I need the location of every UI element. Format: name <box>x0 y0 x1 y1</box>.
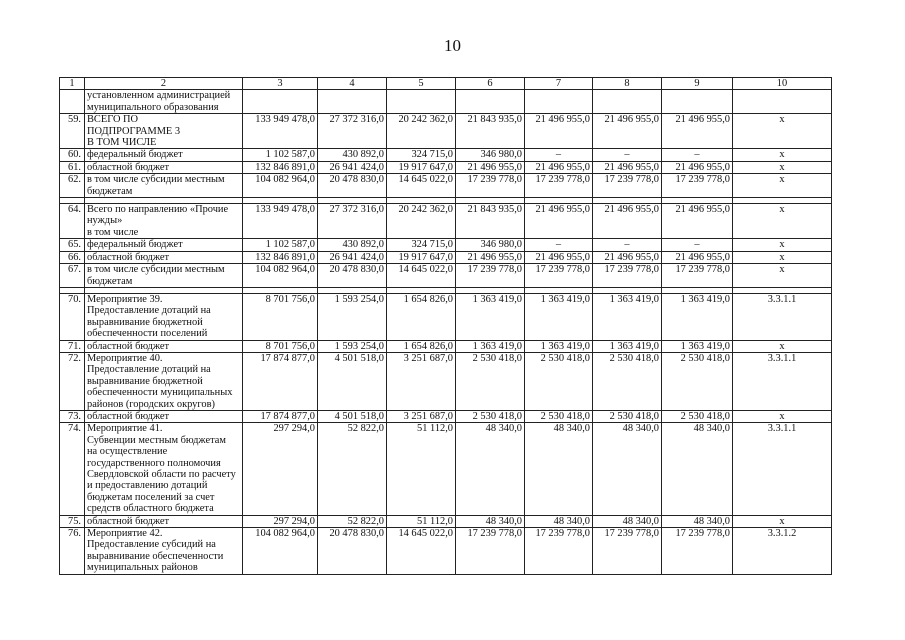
value-cell: 48 340,0 <box>456 423 525 515</box>
table-row <box>60 515 832 527</box>
header-cell: 8 <box>593 78 662 90</box>
row-code: х <box>733 239 832 251</box>
row-code: х <box>733 204 832 239</box>
page-number: 10 <box>444 36 461 55</box>
value-cell: 1 654 826,0 <box>387 340 456 352</box>
table-row <box>60 293 832 340</box>
value-cell: 430 892,0 <box>318 239 387 251</box>
value-cell: 3 251 687,0 <box>387 410 456 422</box>
row-name: федеральный бюджет <box>85 239 243 251</box>
value-cell: – <box>593 239 662 251</box>
value-cell: 2 530 418,0 <box>456 410 525 422</box>
row-name: ВСЕГО ПО ПОДПРОГРАММЕ 3 В ТОМ ЧИСЛЕ <box>85 114 243 149</box>
header-cell: 1 <box>60 78 85 90</box>
row-name: областной бюджет <box>85 410 243 422</box>
row-name: областной бюджет <box>85 251 243 263</box>
value-cell: 324 715,0 <box>387 149 456 161</box>
value-cell: 21 496 955,0 <box>662 114 733 149</box>
value-cell: 17 239 778,0 <box>525 264 593 288</box>
row-name: Мероприятие 39. Предоставление дотаций на выравнивание бюджетной обеспеченности поселений <box>85 293 243 340</box>
value-cell: 1 593 254,0 <box>318 293 387 340</box>
value-cell: – <box>593 149 662 161</box>
value-cell: 26 941 424,0 <box>318 161 387 173</box>
value-cell: 17 239 778,0 <box>662 528 733 575</box>
value-cell: 17 239 778,0 <box>593 264 662 288</box>
value-cell: 27 372 316,0 <box>318 204 387 239</box>
value-cell: 297 294,0 <box>243 423 318 515</box>
value-cell: 20 242 362,0 <box>387 114 456 149</box>
row-code: х <box>733 340 832 352</box>
value-cell: 2 530 418,0 <box>525 410 593 422</box>
value-cell: 17 239 778,0 <box>456 174 525 198</box>
table-row <box>60 114 832 149</box>
value-cell: 1 654 826,0 <box>387 293 456 340</box>
table-row <box>60 264 832 288</box>
value-cell: 1 363 419,0 <box>662 340 733 352</box>
table-row <box>60 204 832 239</box>
row-code: 3.3.1.2 <box>733 528 832 575</box>
value-cell <box>387 90 456 114</box>
value-cell: 17 239 778,0 <box>456 264 525 288</box>
value-cell: 21 843 935,0 <box>456 204 525 239</box>
table-row <box>60 352 832 410</box>
value-cell: 21 496 955,0 <box>456 251 525 263</box>
table-row <box>60 251 832 263</box>
value-cell: 297 294,0 <box>243 515 318 527</box>
value-cell: 21 496 955,0 <box>662 161 733 173</box>
value-cell: 21 496 955,0 <box>525 114 593 149</box>
row-code: х <box>733 149 832 161</box>
value-cell: – <box>662 239 733 251</box>
row-name: областной бюджет <box>85 340 243 352</box>
value-cell: 14 645 022,0 <box>387 528 456 575</box>
row-name: областной бюджет <box>85 161 243 173</box>
value-cell: 26 941 424,0 <box>318 251 387 263</box>
value-cell: 27 372 316,0 <box>318 114 387 149</box>
value-cell: 14 645 022,0 <box>387 174 456 198</box>
value-cell: 48 340,0 <box>593 515 662 527</box>
table-row <box>60 161 832 173</box>
header-cell: 5 <box>387 78 456 90</box>
header-cell: 4 <box>318 78 387 90</box>
value-cell: 8 701 756,0 <box>243 340 318 352</box>
header-cell: 7 <box>525 78 593 90</box>
table-row <box>60 149 832 161</box>
value-cell: 52 822,0 <box>318 423 387 515</box>
value-cell <box>662 90 733 114</box>
header-cell: 6 <box>456 78 525 90</box>
value-cell: 1 363 419,0 <box>662 293 733 340</box>
value-cell: 14 645 022,0 <box>387 264 456 288</box>
row-number: 71. <box>60 340 85 352</box>
value-cell: 21 496 955,0 <box>662 251 733 263</box>
table-row <box>60 239 832 251</box>
value-cell: 1 593 254,0 <box>318 340 387 352</box>
value-cell: 20 478 830,0 <box>318 528 387 575</box>
row-code: х <box>733 251 832 263</box>
row-name: Мероприятие 40. Предоставление дотаций на выравнивание бюджетной обеспеченности муниципальных районов (городских округов) <box>85 352 243 410</box>
value-cell: 17 874 877,0 <box>243 352 318 410</box>
value-cell <box>456 90 525 114</box>
row-name: Мероприятие 41. Субвенции местным бюджетам на осуществление государственного полномочия Свердловской области по расчету и предоставлению дотаций бюджетам поселений за счет средств областного бюджета <box>85 423 243 515</box>
value-cell: 48 340,0 <box>525 423 593 515</box>
value-cell: 17 239 778,0 <box>662 264 733 288</box>
value-cell: 19 917 647,0 <box>387 251 456 263</box>
row-name: установленном администрацией муниципального образования <box>85 90 243 114</box>
value-cell: 19 917 647,0 <box>387 161 456 173</box>
value-cell: 346 980,0 <box>456 149 525 161</box>
row-number: 70. <box>60 293 85 340</box>
value-cell: 51 112,0 <box>387 515 456 527</box>
row-name: федеральный бюджет <box>85 149 243 161</box>
value-cell: – <box>662 149 733 161</box>
value-cell <box>243 90 318 114</box>
row-number: 62. <box>60 174 85 198</box>
value-cell: 48 340,0 <box>662 423 733 515</box>
value-cell: – <box>525 239 593 251</box>
value-cell: 21 496 955,0 <box>525 204 593 239</box>
value-cell: 21 843 935,0 <box>456 114 525 149</box>
value-cell <box>318 90 387 114</box>
value-cell: 2 530 418,0 <box>525 352 593 410</box>
value-cell: 1 363 419,0 <box>525 293 593 340</box>
row-number: 67. <box>60 264 85 288</box>
value-cell: 2 530 418,0 <box>456 352 525 410</box>
row-code: х <box>733 515 832 527</box>
value-cell: 1 363 419,0 <box>456 340 525 352</box>
value-cell: 17 239 778,0 <box>525 528 593 575</box>
table-row <box>60 340 832 352</box>
row-number: 73. <box>60 410 85 422</box>
table-row <box>60 528 832 575</box>
row-number: 66. <box>60 251 85 263</box>
row-code: х <box>733 410 832 422</box>
value-cell: 21 496 955,0 <box>593 204 662 239</box>
value-cell: 21 496 955,0 <box>456 161 525 173</box>
value-cell: 104 082 964,0 <box>243 174 318 198</box>
row-number <box>60 90 85 114</box>
row-name: областной бюджет <box>85 515 243 527</box>
value-cell: 1 363 419,0 <box>525 340 593 352</box>
row-number: 65. <box>60 239 85 251</box>
value-cell: 2 530 418,0 <box>593 410 662 422</box>
row-code: х <box>733 114 832 149</box>
value-cell: 324 715,0 <box>387 239 456 251</box>
row-number: 64. <box>60 204 85 239</box>
value-cell: 20 242 362,0 <box>387 204 456 239</box>
value-cell: 52 822,0 <box>318 515 387 527</box>
value-cell: 20 478 830,0 <box>318 264 387 288</box>
row-code <box>733 90 832 114</box>
row-code: 3.3.1.1 <box>733 293 832 340</box>
table-row <box>60 410 832 422</box>
value-cell: 2 530 418,0 <box>662 352 733 410</box>
value-cell: – <box>525 149 593 161</box>
value-cell: 17 239 778,0 <box>662 174 733 198</box>
value-cell: 21 496 955,0 <box>593 161 662 173</box>
row-code: х <box>733 161 832 173</box>
value-cell: 17 239 778,0 <box>456 528 525 575</box>
value-cell: 17 874 877,0 <box>243 410 318 422</box>
value-cell: 20 478 830,0 <box>318 174 387 198</box>
header-cell: 3 <box>243 78 318 90</box>
value-cell: 346 980,0 <box>456 239 525 251</box>
value-cell: 1 102 587,0 <box>243 239 318 251</box>
row-code: х <box>733 264 832 288</box>
row-name: Всего по направлению «Прочие нужды» в том числе <box>85 204 243 239</box>
value-cell: 48 340,0 <box>456 515 525 527</box>
value-cell: 8 701 756,0 <box>243 293 318 340</box>
value-cell: 132 846 891,0 <box>243 251 318 263</box>
value-cell: 3 251 687,0 <box>387 352 456 410</box>
value-cell: 17 239 778,0 <box>525 174 593 198</box>
value-cell: 104 082 964,0 <box>243 264 318 288</box>
row-number: 72. <box>60 352 85 410</box>
row-code: х <box>733 174 832 198</box>
table-body <box>60 78 832 575</box>
row-name: в том числе субсидии местным бюджетам <box>85 264 243 288</box>
value-cell: 1 363 419,0 <box>456 293 525 340</box>
value-cell: 21 496 955,0 <box>662 204 733 239</box>
value-cell: 2 530 418,0 <box>593 352 662 410</box>
table-row <box>60 90 832 114</box>
header-cell: 2 <box>85 78 243 90</box>
value-cell: 21 496 955,0 <box>525 161 593 173</box>
row-code: 3.3.1.1 <box>733 423 832 515</box>
value-cell: 4 501 518,0 <box>318 352 387 410</box>
row-number: 75. <box>60 515 85 527</box>
value-cell: 132 846 891,0 <box>243 161 318 173</box>
value-cell: 2 530 418,0 <box>662 410 733 422</box>
table-row <box>60 174 832 198</box>
row-name: в том числе субсидии местным бюджетам <box>85 174 243 198</box>
value-cell: 48 340,0 <box>525 515 593 527</box>
header-cell: 10 <box>733 78 832 90</box>
row-number: 59. <box>60 114 85 149</box>
budget-table <box>59 77 832 575</box>
row-number: 76. <box>60 528 85 575</box>
value-cell: 17 239 778,0 <box>593 174 662 198</box>
value-cell: 48 340,0 <box>662 515 733 527</box>
value-cell: 104 082 964,0 <box>243 528 318 575</box>
value-cell: 1 363 419,0 <box>593 340 662 352</box>
value-cell: 51 112,0 <box>387 423 456 515</box>
row-name: Мероприятие 42. Предоставление субсидий на выравнивание обеспеченности муниципальных районов <box>85 528 243 575</box>
header-cell: 9 <box>662 78 733 90</box>
row-number: 61. <box>60 161 85 173</box>
value-cell: 21 496 955,0 <box>593 114 662 149</box>
header-row <box>60 78 832 90</box>
value-cell <box>593 90 662 114</box>
value-cell: 48 340,0 <box>593 423 662 515</box>
row-code: 3.3.1.1 <box>733 352 832 410</box>
value-cell: 21 496 955,0 <box>525 251 593 263</box>
value-cell: 4 501 518,0 <box>318 410 387 422</box>
value-cell: 1 363 419,0 <box>593 293 662 340</box>
row-number: 60. <box>60 149 85 161</box>
value-cell: 430 892,0 <box>318 149 387 161</box>
value-cell <box>525 90 593 114</box>
table-row <box>60 423 832 515</box>
value-cell: 21 496 955,0 <box>593 251 662 263</box>
value-cell: 133 949 478,0 <box>243 114 318 149</box>
value-cell: 17 239 778,0 <box>593 528 662 575</box>
value-cell: 133 949 478,0 <box>243 204 318 239</box>
row-number: 74. <box>60 423 85 515</box>
value-cell: 1 102 587,0 <box>243 149 318 161</box>
